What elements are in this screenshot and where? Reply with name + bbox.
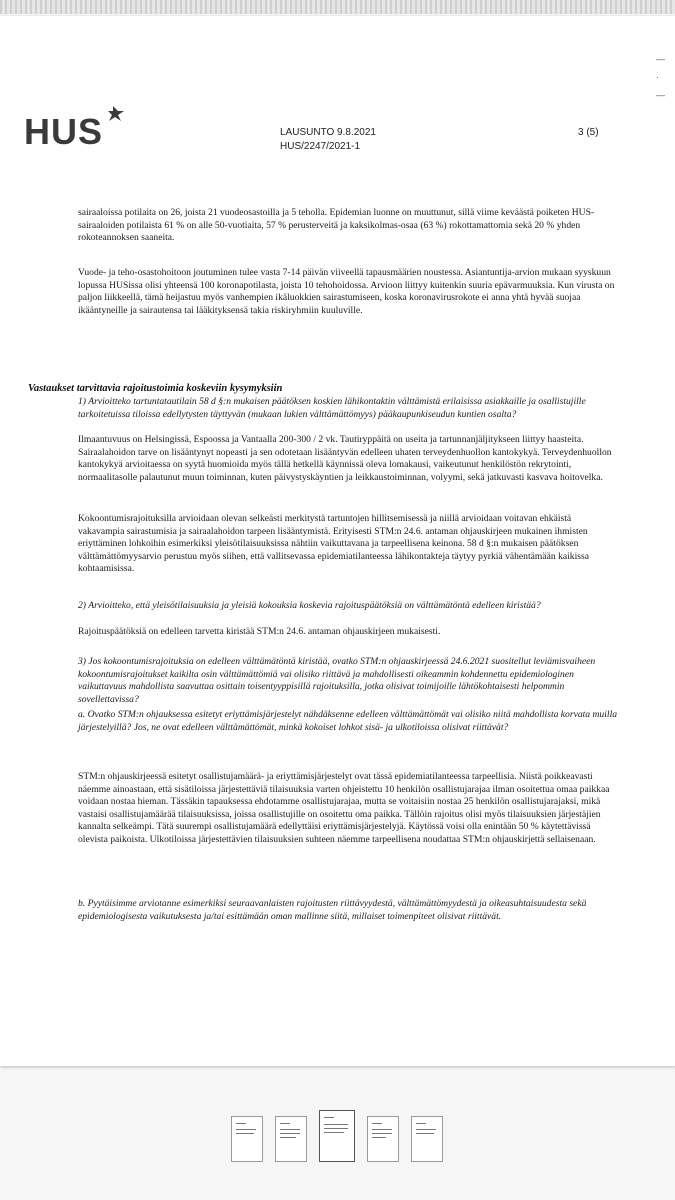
answer-1: Ilmaantuvuus on Helsingissä, Espoossa ja Vantaalla 200-300 / 2 vk. Tautiryppäitä on useita ja tartunnanjäljitykseen liittyy haasteita. Sairaalahoidon tarve on lisääntynyt nopeasti ja sen odotetaan lisääntyvän edelleen uhaten terveydenhuollon kantokykyä. Terveydenhuollon kantokykyä arvioitaessa on syytä huomioida myös tällä hetkellä käynnissä oleva lomakausi, vaikeutunut henkilöstön rekrytointi, normaalitasolle palautunut muun toiminnan, kuten päivystyskäyntien ja leikkaustoiminnan, volyymi, sekä jatkuvasti kasvava hoitovelka. (78, 434, 612, 483)
paragraph-hospital-patients: sairaaloissa potilaita on 26, joista 21 vuodeosastoilla ja 5 teholla. Epidemian luonne on muuttunut, sillä viime keväästä poiketen HUS-sairaaloiden potilaista 61 % on alle 50-vuotiaita, 57 % perusterveitä ja kaksikolmas-osaa (63 %) rokottamattomia sekä 20 % yhden rokoteannoksen saaneita. (78, 207, 595, 244)
page-thumbnail-5[interactable] (411, 1116, 443, 1162)
question-3: 3) Jos kokoontumisrajoituksia on edelleen välttämätöntä kiristää, ovatko STM:n ohjauskirjeessä 24.6.2021 suositellut leviämisvaiheen kokoontumisrajoitukset kaikilta osin välttämättömiä vai olisiko riittävä ja mahdollisesti oikeammin kohdennettu epidemiologinen vaikuttavuus mahdollista saavuttaa osittain toisentyyppisillä rajoituksilla, jotka olisivat toimijoille lähtökohtaisesti helpommin sovellettavissa? (78, 656, 596, 705)
side-marks (656, 50, 665, 104)
page-thumbnail-2[interactable] (275, 1116, 307, 1162)
document-page (0, 16, 675, 1066)
page-thumbnail-3[interactable] (319, 1110, 355, 1162)
answer-1-continued: Kokoontumisrajoituksilla arvioidaan olevan selkeästi merkitystä tartuntojen hillitsemisessä ja niillä arvioidaan voitavan ehkäistä vakavampia sairastumisia ja sairaalahoidon tarpeen lisääntymistä. Erityisesti STM:n 24.6. antaman ohjauskirjeen mukainen ihmisten eriyttäminen lohkoihin esimerkiksi yleisötilaisuuksissa nähtiin vaikuttavana ja tarpeellisena keinona. 58 d §:n mukaisen päätöksen välttämättömyysarvio perustuu myös siihen, että vallitsevassa epidemiatilanteessa lähikontakteja täytyy pyrkiä vähentämään kaikissa kohtaamisissa. (78, 513, 589, 575)
top-scroll-indicator (0, 0, 675, 14)
page-thumbnails (231, 1110, 443, 1162)
hus-logo (24, 111, 127, 152)
question-3a: a. Ovatko STM:n ohjauksessa esitetyt eriyttämisjärjestelyt nähdäksenne edelleen välttämättömät vai olisiko niitä mahdollista korvata muilla järjestelyillä? Jos, ne ovat edelleen välttämättömät, minkä kokoiset lohkot sisä- ja ulkotiloissa olisivat riittävät? (78, 709, 618, 733)
document-meta (280, 126, 376, 154)
side-mark: · (656, 72, 659, 82)
page-thumbnail-1[interactable] (231, 1116, 263, 1162)
question-2: 2) Arvioitteko, että yleisötilaisuuksia ja yleisiä kokouksia koskevia rajoituspäätöksiä on välttämätöntä edelleen kiristää? (78, 600, 541, 611)
page-thumbnail-4[interactable] (367, 1116, 399, 1162)
section-heading: Vastaukset tarvittavia rajoitustoimia koskeviin kysymyksiin (28, 383, 283, 394)
doc-type-date: LAUSUNTO 9.8.2021 (280, 127, 376, 138)
answer-3: STM:n ohjauskirjeessä esitetyt osallistujamäärä- ja eriyttämisjärjestelyt ovat tässä epidemiatilanteessa tarpeellisia. Niistä poikkeavasti näemme ainoastaan, että sisätiloissa järjestettäviä tilaisuuksia varten ohjeistettu 10 henkilön osallistujarajaa ilman osoitettua omaa paikkaa voidaan nostaa hieman. Tässäkin tapauksessa ehdotamme osallistujarajaa, mutta se voitaisiin nostaa 25 henkilön osallistujarajaksi, mikä vastaisi osallistujamäärää tilaisuuksissa, joissa osallistujille on osoitettu oma paikka. Tällöin rajoitus olisi myös tilaisuuksien järjestäjien kannalta selkeämpi. Tätä suurempi osallistujamäärä edellyttäisi eriyttämisjärjestelyjä. Käytössä voisi olla enintään 50 % käytettävissä olevista paikoista. Ulkotiloissa järjestettävien tilaisuuksien suhteen näemme tarpeellisena noudattaa STM:n ohjauskirjettä sellaisenaan. (78, 771, 610, 845)
question-1: 1) Arvioitteko tartuntatautilain 58 d §:n mukaisen päätöksen koskien lähikontaktin välttämistä erilaisissa asiakkaille ja osallistujille tarkoitetuissa tiloissa edellytysten täyttyvän (mukaan lukien välttämättömyys) pääkaupunkiseudun kuntien osalta? (78, 396, 586, 420)
question-3b: b. Pyytäisimme arviotanne esimerkiksi seuraavanlaisten rajoitusten riittävyydestä, välttämättömyydestä ja oikeasuhtaisuudesta sekä epidemiologisesta vaikutuksesta ja/tai esittämään oman mallinne siitä, millaiset toimenpiteet olisivat riittävät. (78, 898, 587, 922)
side-mark: — (656, 54, 665, 64)
logo-text: HUS (24, 111, 104, 152)
answer-2: Rajoituspäätöksiä on edelleen tarvetta kiristää STM:n 24.6. antaman ohjauskirjeen mukaisesti. (78, 626, 441, 637)
page-indicator: 3 (5) (578, 127, 599, 138)
logo-cross-icon (105, 102, 127, 124)
paragraph-ward-forecast: Vuode- ja teho-osastohoitoon joutuminen tulee vasta 7-14 päivän viiveellä tapausmäärien noustessa. Asiantuntija-arvion mukaan syyskuun lopussa HUSissa olisi yhteensä 100 koronapotilasta, joista 10 tehohoidossa. Arvioon liittyy kuitenkin suuria epävarmuuksia. Kun virusta on paljon liikkeellä, tämä heijastuu myös vanhempien ikäluokkien sairastumiseen, koska koronavirusrokote ei anna yhtä hyvää suojaa ikääntyneille ja sairautensa tai lääkityksensä takia riskiryhmiin kuuluville. (78, 267, 615, 316)
side-mark: — (656, 90, 665, 100)
doc-number: HUS/2247/2021-1 (280, 141, 361, 152)
